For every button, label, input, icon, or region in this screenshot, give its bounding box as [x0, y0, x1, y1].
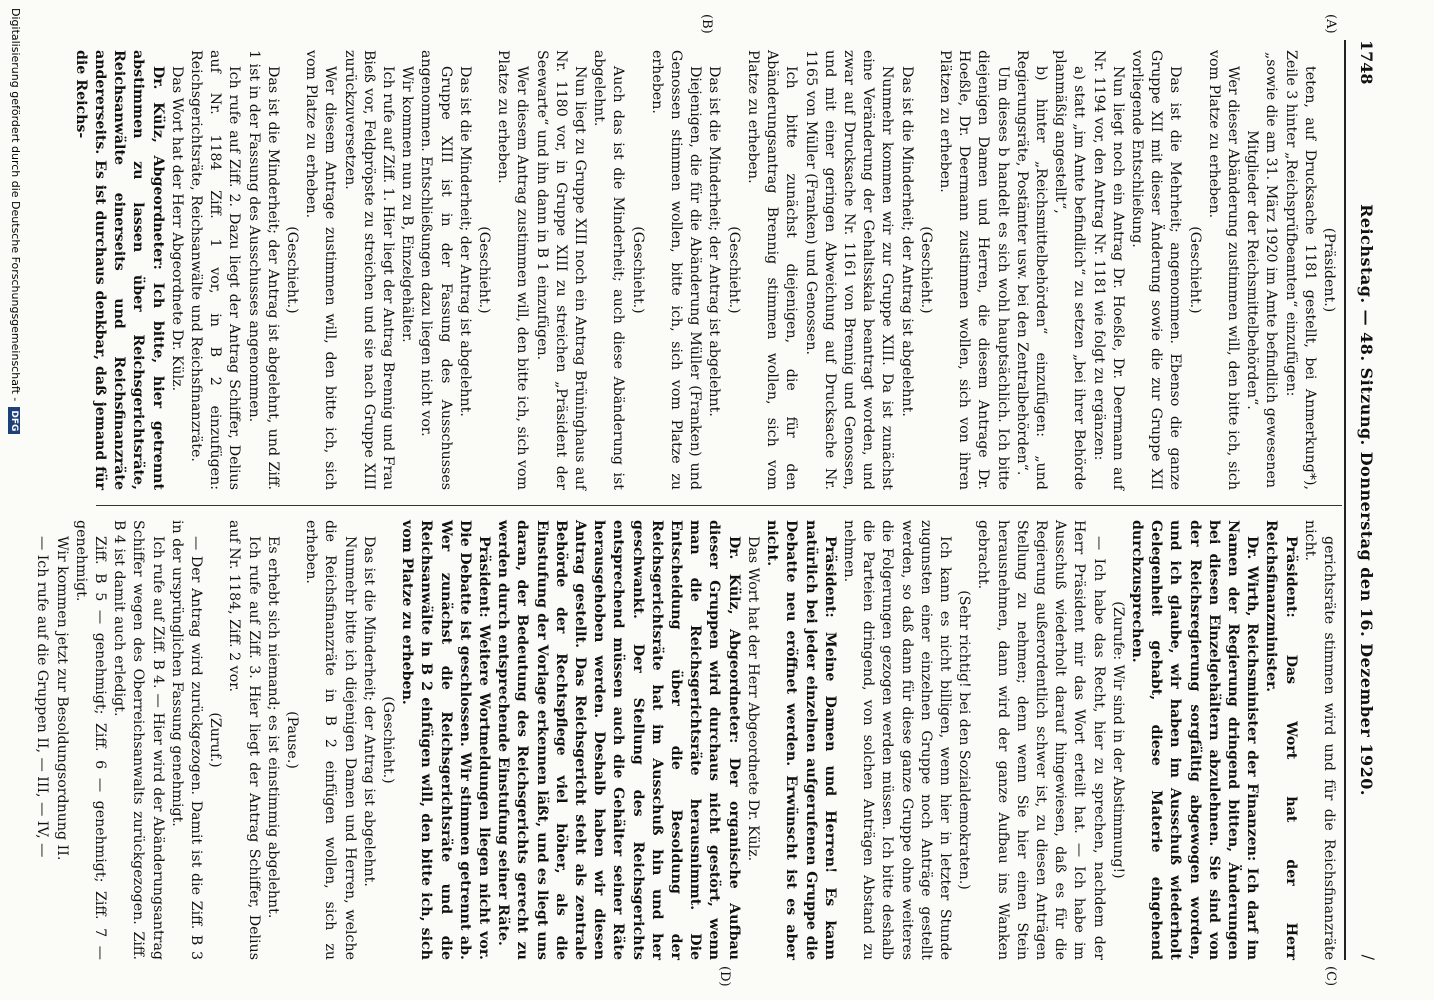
right-column-paragraph: (Zuruf.)	[207, 712, 224, 768]
left-column-paragraph: (Geschieht.)	[629, 226, 646, 314]
right-column-paragraph: Das ist die Minderheit; der Antrag ist abgelehnt.	[360, 536, 377, 887]
left-column-paragraph: Das ist die Minderheit; der Antrag ist abgelehnt.	[456, 66, 473, 417]
right-column-paragraph: Nunmehr bitte ich diejenigen Damen und Herren, welche die Reichsfinanzräte in B 2 einfügen wollen, sich zu erheben.	[303, 520, 358, 960]
left-column-paragraph: teten, auf Drucksache 1181 gestellt, bei Anmerkung*), Zeile 3 hinter „Reichsprüfbeamten“ einzufügen:	[1282, 50, 1318, 490]
right-column-paragraph: (Geschieht.)	[380, 696, 397, 784]
left-column-paragraph: Nun liegt noch ein Antrag Dr. Hoeßle, Dr. Deermann auf Nr. 1194 vor, den Antrag Nr. 1181 wie folgt zu ergänzen:	[1090, 50, 1126, 490]
page-number: 1748	[1357, 40, 1376, 85]
left-column-paragraph: Das ist die Mehrheit; angenommen. Ebenso die ganze Gruppe XII mit dieser Änderung sowie die zur Gruppe XII vorliegende Entschließung.	[1128, 50, 1184, 490]
left-column-paragraph: (Geschieht.)	[725, 226, 742, 314]
credit-text: Digitalisierung gefördert durch die Deutsche Forschungsgemeinschaft -	[9, 8, 22, 402]
column-divider	[96, 505, 1342, 506]
page-header	[1348, 40, 1382, 960]
left-column-paragraph: Ich rufe auf Ziff. 1. Hier liegt der Antrag Brennig und Frau Bieß vor, Feldpröpste zu streichen und sie nach Gruppe XIII zurückzuversetzen.	[341, 50, 397, 490]
page-title: Reichstag. — 48. Sitzung. Donnerstag den 16. Dezember 1920.	[1357, 204, 1376, 796]
left-column-paragraph: Ich bitte zunächst diejenigen, die für den Abänderungsantrag Brennig stimmen wollen, sich vom Platze zu erheben.	[744, 50, 800, 490]
right-column-paragraph: — Der Antrag wird zurückgezogen. Damit ist die Ziff. B 3 in der ursprünglichen Fassung genehmigt.	[168, 520, 205, 960]
margin-mark-b: (B)	[699, 14, 714, 34]
right-column-paragraph: (Pause.)	[284, 711, 301, 769]
corner-mark: /	[1359, 954, 1378, 960]
left-column-paragraph: Auch das ist die Minderheit; auch diese Abänderung ist abgelehnt.	[591, 50, 627, 490]
right-column-paragraph: — Ich rufe auf die Gruppen II, — III, — IV, —	[34, 536, 51, 858]
right-column-paragraph: Dr. Wirth, Reichsminister der Finanzen: Ich darf im Namen der Regierung dringend bitten, Änderungen bei diesen Einzelgehältern abzulehnen. Sie sind von der Reichsregierung sorgfältig abgewogen worden, und ich glaube, wir haben im Ausschuß wiederholt Gelegenheit gehabt, diese Materie eingehend durchzusprechen.	[1128, 520, 1261, 960]
left-column-paragraph: Wer diesem Antrage zustimmen will, den bitte ich, sich vom Platze zu erheben.	[303, 50, 339, 490]
margin-mark-d: (D)	[717, 966, 732, 987]
left-column-paragraph: (Geschieht.)	[284, 226, 301, 314]
digitization-credit	[8, 8, 22, 434]
right-column-paragraph: (Sehr richtig! bei den Sozialdemokraten.)	[956, 590, 973, 890]
left-column-paragraph: Ich rufe auf Ziff. 2. Dazu liegt der Antrag Schiffer, Delius auf Nr. 1184 Ziff. 1 vor, in B 2 einzufügen: Reichsgerichtsräte, Reichsanwälte und Reichsfinanzräte.	[188, 50, 243, 490]
dfg-logo: DFG	[8, 407, 20, 434]
left-column-paragraph: Um dieses b handelt es sich wohl hauptsächlich. Ich bitte diejenigen Damen und Herren, die diesem Antrage Dr. Hoeßle, Dr. Deermann zustimmen wollen, sich von ihren Plätzen zu erheben.	[936, 50, 1011, 490]
right-column-paragraph: Das Wort hat der Herr Abgeordnete Dr. Külz.	[744, 536, 761, 862]
left-column-paragraph: Gruppe XIII ist in der Fassung des Ausschusses angenommen. Entschließungen dazu liegen nicht vor.	[418, 50, 454, 490]
right-column	[32, 520, 1338, 960]
left-column-paragraph: Dr. Külz, Abgeordneter: Ich bitte, hier getrennt abstimmen zu lassen über Reichsgerichtsräte, Reichsanwälte einerseits und Reichsfinanzräte andererseits. Es ist durchaus denkbar, daß jemand für die Reichs-	[72, 50, 166, 490]
left-column-paragraph: Nunmehr kommen wir zur Gruppe XIII. Da ist zunächst eine Veränderung der Gehaltsskala beantragt worden, und zwar auf Drucksache Nr. 1161 von Brennig und Genossen, und mit einer geringen Abweichung auf Drucksache Nr. 1165 von Müller (Franken) und Genossen.	[802, 50, 896, 490]
left-column	[71, 50, 1338, 490]
right-column-paragraph: Ich rufe auf Ziff. B 4. — Hier wird der Abänderungsantrag Schiffer wegen des Oberreichsanwalts zurückgezogen. Ziff. B 4 ist damit auch erledigt.	[111, 520, 166, 960]
left-column-paragraph: Wer dieser Abänderung zustimmen will, den bitte ich, sich vom Platze zu erheben.	[1205, 50, 1241, 490]
left-column-paragraph: Das ist die Minderheit; der Antrag ist abgelehnt.	[706, 66, 723, 417]
right-column-paragraph: Ich rufe auf Ziff. 3. Hier liegt der Antrag Schiffer, Delius auf Nr. 1184, Ziff. 2 vor.	[226, 520, 262, 960]
right-column-paragraph: Wir kommen jetzt zur Besoldungsordnung II.	[53, 536, 70, 861]
right-column-paragraph: Präsident: Weitere Wortmeldungen liegen nicht vor. Die Debatte ist geschlossen. Wir stimmen getrennt ab. Wer zunächst die Reichsgerichtsräte und die Reichsanwälte in B 2 einfügen will, den bitte ich, sich vom Platze zu erheben.	[399, 520, 493, 960]
header-rule	[1344, 40, 1346, 960]
left-column-paragraph: (Geschieht.)	[476, 226, 493, 314]
right-column-paragraph: Präsident: Meine Damen und Herren! Es kann natürlich bei jeder einzelnen aufgerufenen Gruppe die Debatte neu eröffnet werden. Erwünscht ist es aber nicht.	[764, 520, 838, 960]
left-column-paragraph: Das Wort hat der Herr Abgeordnete Dr. Külz.	[168, 66, 185, 392]
left-column-paragraph: b) hinter „Reichsmittelbehörden“ einzufügen: „und Regierungsräte, Postämter usw. bei den Zentralbehörden“.	[1013, 50, 1049, 490]
left-column-paragraph: Wir kommen nun zu B, Einzelgehälter.	[399, 66, 416, 343]
right-column-paragraph: Ich kann es nicht billigen, wenn hier in letzter Stunde zugunsten einer einzelnen Gruppe noch Anträge gestellt werden, so daß dann für diese ganze Gruppe ohne weiteres die Folgerungen gezogen werden müssen. Ich bitte deshalb die Parteien dringend, von solchen Anträgen Abstand zu nehmen.	[840, 520, 953, 960]
left-column-paragraph: Wer diesem Antrag zustimmen will, den bitte ich, sich vom Platze zu erheben.	[495, 50, 531, 490]
left-column-paragraph: a) statt „im Amte befindlich“ zu setzen „bei ihrer Behörde planmäßig angestellt“,	[1052, 50, 1088, 490]
left-column-paragraph: „sowie die am 31. März 1920 im Amte befindlich gewesenen Mitglieder der Reichsmittelbehörden“.	[1244, 51, 1280, 489]
right-column-paragraph: — Ich habe das Recht, hier zu sprechen, nachdem der Herr Präsident mir das Wort erteilt hat. — Ich habe im Ausschuß wiederholt darauf hingewiesen, daß es für die Regierung außerordentlich schwer ist, zu diesen Anträgen Stellung zu nehmen; denn wenn Sie hier einen Stein herausnehmen, dann wird der ganze Aufbau ins Wanken gebracht.	[975, 520, 1107, 960]
left-column-paragraph: (Geschieht.)	[917, 226, 934, 314]
right-column-paragraph: Es erhebt sich niemand; es ist einstimmig abgelehnt.	[264, 536, 281, 919]
left-column-paragraph: Das ist die Minderheit; der Antrag ist abgelehnt, und Ziff. 1 ist in der Fassung des Ausschusses angenommen.	[245, 50, 281, 490]
left-column-paragraph: Das ist die Minderheit; der Antrag ist abgelehnt.	[898, 66, 915, 417]
left-column-paragraph: (Präsident.)	[1321, 227, 1337, 313]
left-column-paragraph: (Geschieht.)	[1186, 226, 1203, 314]
right-column-paragraph: Ziff. B 5 — genehmigt; Ziff. 6 — genehmigt; Ziff. 7 — genehmigt.	[72, 520, 108, 960]
left-column-paragraph: Diejenigen, die für die Abänderung Müller (Franken) und Genossen stimmen wollen, bitte ich, sich vom Platze zu erheben.	[648, 50, 704, 490]
right-column-paragraph: gerichtsräte stimmen wird und für die Reichsfinanzräte nicht.	[1301, 520, 1337, 960]
margin-mark-c: (C)	[1323, 966, 1338, 987]
right-column-paragraph: Präsident: Das Wort hat der Herr Reichsfinanzminister.	[1263, 520, 1299, 960]
right-column-paragraph: (Zurufe: Wir sind in der Abstimmung!)	[1109, 601, 1126, 879]
left-column-paragraph: Nun liegt zu Gruppe XIII noch ein Antrag Brüninghaus auf Nr. 1180 vor, in Gruppe XIII zu streichen „Präsident der Seewarte“ und ihn dann in B 1 einzufügen.	[533, 50, 589, 490]
right-column-paragraph: Dr. Külz, Abgeordneter: Der organische Aufbau dieser Gruppen wird durchaus nicht gestört, wenn man die Reichsgerichtsräte herausnimmt. Die Entscheidung über die Besoldung der Reichsgerichtsräte hat im Ausschuß hin und her geschwankt. Der Stellung des Reichsgerichts entsprechend müssen auch die Gehälter seiner Räte herausgehoben werden. Deshalb haben wir diesen Antrag gestellt. Das Reichsgericht steht als zentrale Behörde der Rechtspflege viel höher, als die Einstufung der Vorlage erkennen läßt, und es liegt uns daran, der Bedeutung des Reichsgerichts gerecht zu werden durch entsprechende Einstufung seiner Räte.	[495, 520, 742, 960]
margin-mark-a: (A)	[1323, 14, 1338, 34]
